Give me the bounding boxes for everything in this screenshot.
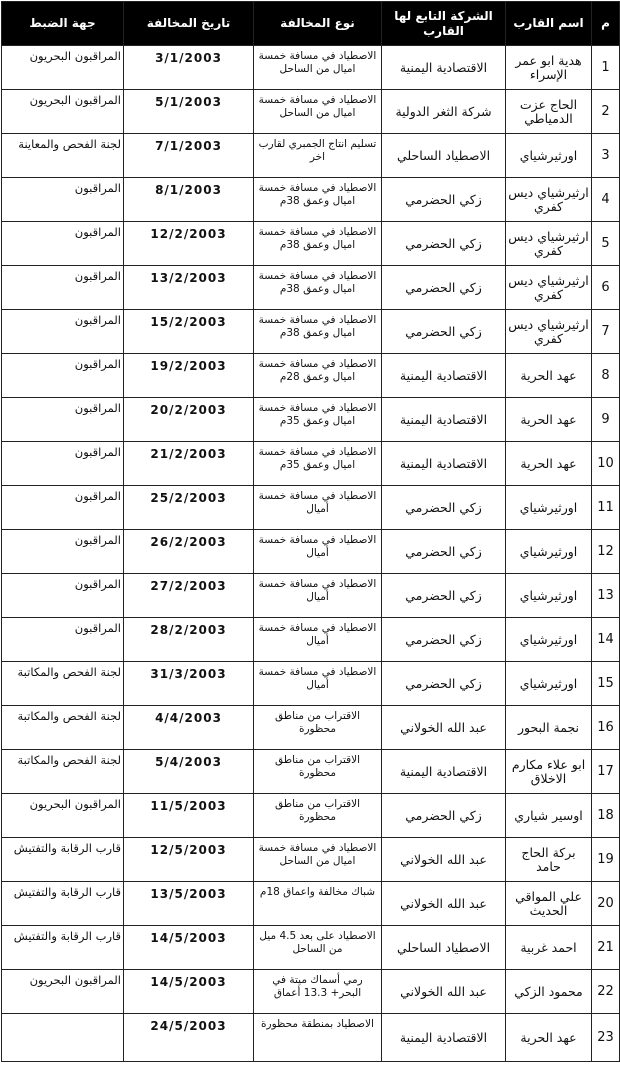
authority-cell: المراقبون البحريون: [2, 970, 124, 1014]
row-number-cell: 6: [592, 266, 620, 310]
table-row: [2, 1014, 620, 1062]
table-row: [2, 178, 620, 222]
violation-type-cell: تسليم انتاج الجمبري لقارب اخر: [254, 134, 382, 178]
row-number-cell: 22: [592, 970, 620, 1014]
boat-name-cell: الحاج عزت الدمياطي: [506, 90, 592, 134]
company-name-cell: الاصطياد الساحلي: [382, 926, 506, 970]
company-name-cell: الاقتصادية اليمنية: [382, 442, 506, 486]
table-row: [2, 442, 620, 486]
company-name-cell: الاصطياد الساحلي: [382, 134, 506, 178]
violation-type-cell: الاصطياد في مسافة خمسة اميال وعمق 38م: [254, 178, 382, 222]
row-number-cell: 7: [592, 310, 620, 354]
violation-date-cell: 20/2/2003: [124, 398, 254, 442]
boat-name-cell: هدية ابو عمر الإسراء: [506, 46, 592, 90]
violation-type-cell: الاقتراب من مناطق محظورة: [254, 750, 382, 794]
violation-type-cell: الاصطياد في مسافة خمسة أميال: [254, 530, 382, 574]
authority-cell: المراقبون: [2, 178, 124, 222]
violation-type-cell: الاصطياد في مسافة خمسة اميال من الساحل: [254, 90, 382, 134]
row-number-cell: 20: [592, 882, 620, 926]
row-number-cell: 8: [592, 354, 620, 398]
violation-date-cell: 5/4/2003: [124, 750, 254, 794]
boat-name-cell: ارثيرشياي ديس كفري: [506, 222, 592, 266]
company-name-cell: زكي الحضرمي: [382, 222, 506, 266]
row-number-cell: 15: [592, 662, 620, 706]
violation-date-cell: 5/1/2003: [124, 90, 254, 134]
table-row: [2, 750, 620, 794]
table-row: [2, 926, 620, 970]
authority-cell: المراقبون: [2, 354, 124, 398]
authority-cell: لجنة الفحص والمعاينة: [2, 134, 124, 178]
violation-type-cell: الاصطياد في مسافة خمسة أميال: [254, 486, 382, 530]
authority-cell: لجنة الفحص والمكاتبة: [2, 706, 124, 750]
violation-date-cell: 13/5/2003: [124, 882, 254, 926]
authority-cell: المراقبون: [2, 442, 124, 486]
company-name-cell: الاقتصادية اليمنية: [382, 750, 506, 794]
boat-name-cell: اورثيرشياي: [506, 530, 592, 574]
violation-date-cell: 28/2/2003: [124, 618, 254, 662]
company-name-cell: الاقتصادية اليمنية: [382, 46, 506, 90]
authority-cell: لجنة الفحص والمكاتبة: [2, 750, 124, 794]
authority-cell: المراقبون البحريون: [2, 794, 124, 838]
violation-type-cell: الاصطياد في مسافة خمسة أميال: [254, 662, 382, 706]
violation-date-cell: 11/5/2003: [124, 794, 254, 838]
violation-type-cell: الاصطياد على بعد 4.5 ميل من الساحل: [254, 926, 382, 970]
boat-name-cell: ارثيرشياي ديس كفري: [506, 310, 592, 354]
company-name-cell: زكي الحضرمي: [382, 178, 506, 222]
row-number-cell: 3: [592, 134, 620, 178]
boat-name-cell: اورثيرشياي: [506, 486, 592, 530]
table-row: [2, 310, 620, 354]
company-name-cell: زكي الحضرمي: [382, 662, 506, 706]
row-number-cell: 10: [592, 442, 620, 486]
table-row: [2, 266, 620, 310]
violation-date-cell: 26/2/2003: [124, 530, 254, 574]
violation-type-cell: الاصطياد في مسافة خمسة أميال: [254, 618, 382, 662]
violation-date-cell: 13/2/2003: [124, 266, 254, 310]
row-number-cell: 9: [592, 398, 620, 442]
violation-type-cell: الاقتراب من مناطق محظورة: [254, 794, 382, 838]
boat-name-cell: محمود الزكي: [506, 970, 592, 1014]
boat-name-cell: ابو علاء مكارم الاخلاق: [506, 750, 592, 794]
company-name-cell: الاقتصادية اليمنية: [382, 1014, 506, 1062]
authority-cell: [2, 1014, 124, 1062]
boat-name-cell: علي المواقي الحديث: [506, 882, 592, 926]
boat-name-cell: نجمة البحور: [506, 706, 592, 750]
violation-date-cell: 21/2/2003: [124, 442, 254, 486]
violation-type-cell: الاقتراب من مناطق محظورة: [254, 706, 382, 750]
authority-cell: قارب الرقابة والتفتيش: [2, 838, 124, 882]
table-row: [2, 618, 620, 662]
violation-type-cell: الاصطياد في مسافة خمسة اميال وعمق 35م: [254, 442, 382, 486]
authority-cell: المراقبون: [2, 574, 124, 618]
row-number-cell: 2: [592, 90, 620, 134]
table-row: [2, 794, 620, 838]
boat-name-cell: اوسير شياري: [506, 794, 592, 838]
row-number-cell: 18: [592, 794, 620, 838]
row-number-cell: 23: [592, 1014, 620, 1062]
company-name-cell: زكي الحضرمي: [382, 530, 506, 574]
authority-cell: المراقبون البحريون: [2, 46, 124, 90]
violation-date-cell: 15/2/2003: [124, 310, 254, 354]
violation-type-cell: الاصطياد في مسافة خمسة اميال وعمق 28م: [254, 354, 382, 398]
company-name-cell: عبد الله الخولاني: [382, 706, 506, 750]
row-number-cell: 11: [592, 486, 620, 530]
table-row: [2, 662, 620, 706]
boat-name-cell: ارثيرشياي ديس كفري: [506, 266, 592, 310]
boat-name-cell: اورثيرشياي: [506, 134, 592, 178]
row-number-cell: 1: [592, 46, 620, 90]
authority-cell: قارب الرقابة والتفتيش: [2, 882, 124, 926]
violation-type-cell: الاصطياد في مسافة خمسة اميال من الساحل: [254, 838, 382, 882]
violation-type-cell: الاصطياد بمنطقة محظورة: [254, 1014, 382, 1062]
violation-date-cell: 27/2/2003: [124, 574, 254, 618]
company-name-cell: عبد الله الخولاني: [382, 838, 506, 882]
authority-cell: قارب الرقابة والتفتيش: [2, 926, 124, 970]
company-name-cell: الاقتصادية اليمنية: [382, 398, 506, 442]
row-number-cell: 19: [592, 838, 620, 882]
table-row: [2, 970, 620, 1014]
violation-date-cell: 24/5/2003: [124, 1014, 254, 1062]
header-violation-type: نوع المخالفة: [254, 2, 382, 46]
company-name-cell: زكي الحضرمي: [382, 574, 506, 618]
violation-type-cell: الاصطياد في مسافة خمسة اميال وعمق 38م: [254, 266, 382, 310]
violation-date-cell: 31/3/2003: [124, 662, 254, 706]
boat-name-cell: عهد الحرية: [506, 354, 592, 398]
violation-type-cell: شباك مخالفة واعماق 18م: [254, 882, 382, 926]
violation-date-cell: 25/2/2003: [124, 486, 254, 530]
company-name-cell: شركة الثغر الدولية: [382, 90, 506, 134]
table-row: [2, 838, 620, 882]
violation-date-cell: 12/5/2003: [124, 838, 254, 882]
table-row: [2, 530, 620, 574]
authority-cell: المراقبون: [2, 398, 124, 442]
violation-date-cell: 3/1/2003: [124, 46, 254, 90]
header-company: الشركة التابع لها القارب: [382, 2, 506, 46]
violation-date-cell: 7/1/2003: [124, 134, 254, 178]
company-name-cell: الاقتصادية اليمنية: [382, 354, 506, 398]
authority-cell: المراقبون: [2, 530, 124, 574]
authority-cell: المراقبون: [2, 486, 124, 530]
boat-name-cell: احمد غربية: [506, 926, 592, 970]
table-row: [2, 706, 620, 750]
authority-cell: المراقبون: [2, 222, 124, 266]
row-number-cell: 4: [592, 178, 620, 222]
company-name-cell: زكي الحضرمي: [382, 266, 506, 310]
violation-type-cell: الاصطياد في مسافة خمسة اميال وعمق 38م: [254, 310, 382, 354]
authority-cell: المراقبون: [2, 618, 124, 662]
boat-name-cell: عهد الحرية: [506, 398, 592, 442]
row-number-cell: 13: [592, 574, 620, 618]
row-number-cell: 12: [592, 530, 620, 574]
violation-type-cell: الاصطياد في مسافة خمسة اميال من الساحل: [254, 46, 382, 90]
violation-date-cell: 4/4/2003: [124, 706, 254, 750]
table-row: [2, 574, 620, 618]
boat-name-cell: عهد الحرية: [506, 1014, 592, 1062]
table-row: [2, 90, 620, 134]
violation-type-cell: الاصطياد في مسافة خمسة اميال وعمق 38م: [254, 222, 382, 266]
table-row: [2, 398, 620, 442]
company-name-cell: زكي الحضرمي: [382, 486, 506, 530]
violation-date-cell: 14/5/2003: [124, 970, 254, 1014]
authority-cell: المراقبون: [2, 310, 124, 354]
violation-type-cell: الاصطياد في مسافة خمسة أميال: [254, 574, 382, 618]
company-name-cell: زكي الحضرمي: [382, 310, 506, 354]
row-number-cell: 16: [592, 706, 620, 750]
header-num: م: [592, 2, 620, 46]
violation-date-cell: 19/2/2003: [124, 354, 254, 398]
header-boat-name: اسم القارب: [506, 2, 592, 46]
header-violation-date: تاريخ المخالفة: [124, 2, 254, 46]
table-body: [2, 46, 620, 1062]
authority-cell: لجنة الفحص والمكاتبة: [2, 662, 124, 706]
violation-date-cell: 12/2/2003: [124, 222, 254, 266]
authority-cell: المراقبون البحريون: [2, 90, 124, 134]
table-row: [2, 134, 620, 178]
header-authority: جهة الضبط: [2, 2, 124, 46]
table-row: [2, 222, 620, 266]
company-name-cell: زكي الحضرمي: [382, 794, 506, 838]
violations-table: [1, 1, 620, 1062]
table-row: [2, 882, 620, 926]
company-name-cell: زكي الحضرمي: [382, 618, 506, 662]
table-row: [2, 46, 620, 90]
violation-date-cell: 14/5/2003: [124, 926, 254, 970]
row-number-cell: 21: [592, 926, 620, 970]
company-name-cell: عبد الله الخولاني: [382, 882, 506, 926]
boat-name-cell: اورثيرشياي: [506, 618, 592, 662]
boat-name-cell: عهد الحرية: [506, 442, 592, 486]
boat-name-cell: بركة الحاج حامد: [506, 838, 592, 882]
violation-type-cell: رمي أسماك ميتة في البحر+ 13.3 أعماق: [254, 970, 382, 1014]
boat-name-cell: اورثيرشياي: [506, 662, 592, 706]
boat-name-cell: اورثيرشياي: [506, 574, 592, 618]
row-number-cell: 14: [592, 618, 620, 662]
row-number-cell: 5: [592, 222, 620, 266]
violation-type-cell: الاصطياد في مسافة خمسة اميال وعمق 35م: [254, 398, 382, 442]
authority-cell: المراقبون: [2, 266, 124, 310]
boat-name-cell: ارثيرشياي ديس كفري: [506, 178, 592, 222]
table-row: [2, 486, 620, 530]
table-row: [2, 354, 620, 398]
table-header-row: [2, 2, 620, 46]
company-name-cell: عبد الله الخولاني: [382, 970, 506, 1014]
violation-date-cell: 8/1/2003: [124, 178, 254, 222]
row-number-cell: 17: [592, 750, 620, 794]
